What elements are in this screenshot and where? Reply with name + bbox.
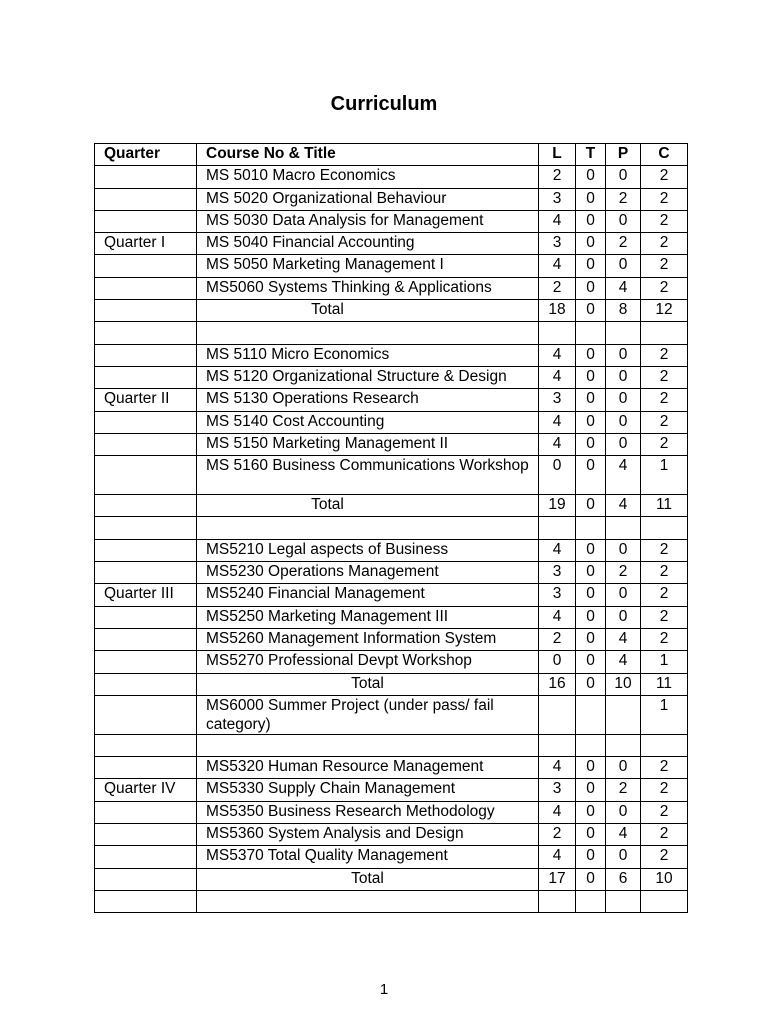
p-cell: 4 bbox=[606, 651, 641, 673]
t-cell: 0 bbox=[576, 779, 606, 801]
t-cell: 0 bbox=[576, 495, 606, 517]
p-cell: 8 bbox=[606, 300, 641, 322]
p-cell: 0 bbox=[606, 433, 641, 455]
table-row bbox=[95, 495, 688, 517]
table-row bbox=[95, 734, 688, 756]
p-cell bbox=[606, 695, 641, 734]
p-cell: 0 bbox=[606, 757, 641, 779]
t-cell: 0 bbox=[576, 456, 606, 495]
p-cell: 0 bbox=[606, 539, 641, 561]
table-row bbox=[95, 651, 688, 673]
l-cell: 4 bbox=[539, 433, 576, 455]
p-cell: 0 bbox=[606, 389, 641, 411]
t-cell: 0 bbox=[576, 673, 606, 695]
p-cell: 0 bbox=[606, 210, 641, 232]
quarter-cell bbox=[95, 801, 197, 823]
l-cell: 2 bbox=[539, 277, 576, 299]
c-cell: 2 bbox=[641, 277, 688, 299]
c-cell: 10 bbox=[641, 868, 688, 890]
course-cell: MS 5040 Financial Accounting bbox=[197, 233, 539, 255]
t-cell bbox=[576, 890, 606, 912]
quarter-cell bbox=[95, 517, 197, 539]
l-cell: 4 bbox=[539, 344, 576, 366]
quarter-cell bbox=[95, 322, 197, 344]
header-p: P bbox=[606, 144, 641, 166]
course-cell bbox=[197, 734, 539, 756]
quarter-cell bbox=[95, 890, 197, 912]
l-cell: 18 bbox=[539, 300, 576, 322]
c-cell bbox=[641, 322, 688, 344]
l-cell: 2 bbox=[539, 166, 576, 188]
l-cell: 3 bbox=[539, 562, 576, 584]
c-cell bbox=[641, 517, 688, 539]
t-cell: 0 bbox=[576, 868, 606, 890]
header-c: C bbox=[641, 144, 688, 166]
quarter-cell bbox=[95, 824, 197, 846]
course-cell: MS5060 Systems Thinking & Applications bbox=[197, 277, 539, 299]
quarter-cell bbox=[95, 456, 197, 495]
table-row bbox=[95, 539, 688, 561]
c-cell: 2 bbox=[641, 433, 688, 455]
p-cell: 0 bbox=[606, 606, 641, 628]
l-cell: 4 bbox=[539, 411, 576, 433]
p-cell: 0 bbox=[606, 255, 641, 277]
p-cell: 0 bbox=[606, 801, 641, 823]
course-cell: MS5240 Financial Management bbox=[197, 584, 539, 606]
table-row bbox=[95, 779, 688, 801]
course-cell: MS 5150 Marketing Management II bbox=[197, 433, 539, 455]
quarter-cell bbox=[95, 539, 197, 561]
c-cell: 2 bbox=[641, 824, 688, 846]
table-row bbox=[95, 628, 688, 650]
quarter-cell bbox=[95, 210, 197, 232]
c-cell: 2 bbox=[641, 188, 688, 210]
t-cell: 0 bbox=[576, 366, 606, 388]
table-row bbox=[95, 584, 688, 606]
c-cell: 11 bbox=[641, 673, 688, 695]
table-row bbox=[95, 300, 688, 322]
t-cell: 0 bbox=[576, 628, 606, 650]
l-cell: 4 bbox=[539, 846, 576, 868]
total-label: Total bbox=[197, 300, 539, 322]
table-row bbox=[95, 801, 688, 823]
l-cell: 4 bbox=[539, 539, 576, 561]
quarter-cell: Quarter IV bbox=[95, 779, 197, 801]
c-cell: 2 bbox=[641, 233, 688, 255]
table-row bbox=[95, 757, 688, 779]
l-cell: 4 bbox=[539, 366, 576, 388]
quarter-cell: Quarter II bbox=[95, 389, 197, 411]
course-cell: MS5260 Management Information System bbox=[197, 628, 539, 650]
l-cell: 3 bbox=[539, 389, 576, 411]
course-cell: MS 5050 Marketing Management I bbox=[197, 255, 539, 277]
l-cell: 0 bbox=[539, 456, 576, 495]
course-cell: MS 5140 Cost Accounting bbox=[197, 411, 539, 433]
t-cell: 0 bbox=[576, 846, 606, 868]
t-cell: 0 bbox=[576, 539, 606, 561]
course-cell: MS5360 System Analysis and Design bbox=[197, 824, 539, 846]
t-cell: 0 bbox=[576, 344, 606, 366]
course-cell: MS5230 Operations Management bbox=[197, 562, 539, 584]
p-cell: 2 bbox=[606, 233, 641, 255]
l-cell bbox=[539, 890, 576, 912]
p-cell: 4 bbox=[606, 495, 641, 517]
course-cell: MS 5130 Operations Research bbox=[197, 389, 539, 411]
quarter-cell bbox=[95, 695, 197, 734]
table-row bbox=[95, 517, 688, 539]
table-row bbox=[95, 277, 688, 299]
t-cell: 0 bbox=[576, 824, 606, 846]
quarter-cell bbox=[95, 344, 197, 366]
table-row bbox=[95, 890, 688, 912]
l-cell bbox=[539, 322, 576, 344]
l-cell: 3 bbox=[539, 584, 576, 606]
table-row bbox=[95, 188, 688, 210]
header-l: L bbox=[539, 144, 576, 166]
table-row bbox=[95, 562, 688, 584]
course-cell: MS5250 Marketing Management III bbox=[197, 606, 539, 628]
table-row bbox=[95, 255, 688, 277]
c-cell: 2 bbox=[641, 255, 688, 277]
c-cell: 1 bbox=[641, 456, 688, 495]
p-cell: 0 bbox=[606, 584, 641, 606]
course-cell: MS5330 Supply Chain Management bbox=[197, 779, 539, 801]
l-cell: 2 bbox=[539, 628, 576, 650]
p-cell: 2 bbox=[606, 779, 641, 801]
table-row bbox=[95, 695, 688, 734]
quarter-cell bbox=[95, 411, 197, 433]
c-cell bbox=[641, 890, 688, 912]
c-cell bbox=[641, 734, 688, 756]
table-row bbox=[95, 824, 688, 846]
course-cell bbox=[197, 322, 539, 344]
l-cell: 19 bbox=[539, 495, 576, 517]
l-cell: 4 bbox=[539, 255, 576, 277]
quarter-cell bbox=[95, 366, 197, 388]
p-cell: 2 bbox=[606, 188, 641, 210]
course-cell: MS6000 Summer Project (under pass/ fail category) bbox=[197, 695, 539, 734]
t-cell: 0 bbox=[576, 606, 606, 628]
l-cell: 16 bbox=[539, 673, 576, 695]
header-quarter: Quarter bbox=[95, 144, 197, 166]
quarter-cell bbox=[95, 255, 197, 277]
course-cell: MS5320 Human Resource Management bbox=[197, 757, 539, 779]
t-cell: 0 bbox=[576, 300, 606, 322]
p-cell: 0 bbox=[606, 411, 641, 433]
curriculum-table bbox=[94, 143, 688, 913]
quarter-cell bbox=[95, 495, 197, 517]
t-cell: 0 bbox=[576, 255, 606, 277]
c-cell: 2 bbox=[641, 166, 688, 188]
p-cell bbox=[606, 517, 641, 539]
page-number: 1 bbox=[379, 981, 389, 998]
c-cell: 2 bbox=[641, 366, 688, 388]
table-row bbox=[95, 456, 688, 495]
c-cell: 2 bbox=[641, 210, 688, 232]
p-cell: 4 bbox=[606, 456, 641, 495]
table-row bbox=[95, 166, 688, 188]
c-cell: 2 bbox=[641, 344, 688, 366]
table-row bbox=[95, 411, 688, 433]
total-label: Total bbox=[197, 868, 539, 890]
l-cell: 17 bbox=[539, 868, 576, 890]
t-cell: 0 bbox=[576, 166, 606, 188]
course-cell: MS 5110 Micro Economics bbox=[197, 344, 539, 366]
quarter-cell bbox=[95, 562, 197, 584]
table-row bbox=[95, 606, 688, 628]
course-cell: MS 5160 Business Communications Workshop bbox=[197, 456, 539, 495]
p-cell: 4 bbox=[606, 824, 641, 846]
header-t: T bbox=[576, 144, 606, 166]
course-cell: MS 5010 Macro Economics bbox=[197, 166, 539, 188]
course-cell: MS5210 Legal aspects of Business bbox=[197, 539, 539, 561]
c-cell: 1 bbox=[641, 695, 688, 734]
quarter-cell bbox=[95, 846, 197, 868]
table-row bbox=[95, 344, 688, 366]
course-cell: MS 5030 Data Analysis for Management bbox=[197, 210, 539, 232]
t-cell: 0 bbox=[576, 757, 606, 779]
t-cell: 0 bbox=[576, 233, 606, 255]
table-row bbox=[95, 673, 688, 695]
quarter-cell bbox=[95, 277, 197, 299]
l-cell: 4 bbox=[539, 801, 576, 823]
table-row bbox=[95, 389, 688, 411]
t-cell: 0 bbox=[576, 651, 606, 673]
quarter-cell bbox=[95, 628, 197, 650]
p-cell: 4 bbox=[606, 628, 641, 650]
p-cell bbox=[606, 322, 641, 344]
l-cell: 0 bbox=[539, 651, 576, 673]
quarter-cell bbox=[95, 188, 197, 210]
t-cell bbox=[576, 517, 606, 539]
t-cell: 0 bbox=[576, 562, 606, 584]
quarter-cell: Quarter III bbox=[95, 584, 197, 606]
c-cell: 2 bbox=[641, 757, 688, 779]
table-row bbox=[95, 210, 688, 232]
quarter-cell: Quarter I bbox=[95, 233, 197, 255]
p-cell: 0 bbox=[606, 366, 641, 388]
course-cell: MS 5120 Organizational Structure & Design bbox=[197, 366, 539, 388]
table-row bbox=[95, 868, 688, 890]
p-cell: 0 bbox=[606, 166, 641, 188]
p-cell: 10 bbox=[606, 673, 641, 695]
c-cell: 12 bbox=[641, 300, 688, 322]
header-row bbox=[95, 144, 688, 166]
table-row bbox=[95, 233, 688, 255]
page-title: Curriculum bbox=[330, 93, 438, 115]
l-cell: 3 bbox=[539, 779, 576, 801]
quarter-cell bbox=[95, 300, 197, 322]
p-cell: 4 bbox=[606, 277, 641, 299]
t-cell: 0 bbox=[576, 584, 606, 606]
t-cell: 0 bbox=[576, 433, 606, 455]
quarter-cell bbox=[95, 868, 197, 890]
t-cell: 0 bbox=[576, 411, 606, 433]
t-cell: 0 bbox=[576, 210, 606, 232]
l-cell: 3 bbox=[539, 188, 576, 210]
t-cell bbox=[576, 695, 606, 734]
quarter-cell bbox=[95, 673, 197, 695]
c-cell: 2 bbox=[641, 779, 688, 801]
t-cell bbox=[576, 322, 606, 344]
quarter-cell bbox=[95, 166, 197, 188]
c-cell: 2 bbox=[641, 411, 688, 433]
p-cell: 6 bbox=[606, 868, 641, 890]
l-cell: 2 bbox=[539, 824, 576, 846]
course-cell: MS5270 Professional Devpt Workshop bbox=[197, 651, 539, 673]
c-cell: 2 bbox=[641, 628, 688, 650]
total-label: Total bbox=[197, 495, 539, 517]
l-cell bbox=[539, 695, 576, 734]
course-cell: MS 5020 Organizational Behaviour bbox=[197, 188, 539, 210]
p-cell bbox=[606, 890, 641, 912]
quarter-cell bbox=[95, 606, 197, 628]
p-cell: 2 bbox=[606, 562, 641, 584]
course-cell: MS5350 Business Research Methodology bbox=[197, 801, 539, 823]
c-cell: 2 bbox=[641, 584, 688, 606]
t-cell: 0 bbox=[576, 801, 606, 823]
l-cell: 3 bbox=[539, 233, 576, 255]
c-cell: 2 bbox=[641, 562, 688, 584]
c-cell: 2 bbox=[641, 389, 688, 411]
course-cell bbox=[197, 890, 539, 912]
l-cell bbox=[539, 517, 576, 539]
c-cell: 2 bbox=[641, 846, 688, 868]
quarter-cell bbox=[95, 433, 197, 455]
quarter-cell bbox=[95, 734, 197, 756]
p-cell: 0 bbox=[606, 344, 641, 366]
table-row bbox=[95, 366, 688, 388]
p-cell: 0 bbox=[606, 846, 641, 868]
t-cell: 0 bbox=[576, 389, 606, 411]
t-cell bbox=[576, 734, 606, 756]
l-cell: 4 bbox=[539, 606, 576, 628]
p-cell bbox=[606, 734, 641, 756]
course-cell: MS5370 Total Quality Management bbox=[197, 846, 539, 868]
table-row bbox=[95, 846, 688, 868]
c-cell: 2 bbox=[641, 606, 688, 628]
quarter-cell bbox=[95, 651, 197, 673]
c-cell: 2 bbox=[641, 539, 688, 561]
l-cell: 4 bbox=[539, 210, 576, 232]
t-cell: 0 bbox=[576, 277, 606, 299]
table-row bbox=[95, 322, 688, 344]
l-cell bbox=[539, 734, 576, 756]
c-cell: 11 bbox=[641, 495, 688, 517]
l-cell: 4 bbox=[539, 757, 576, 779]
header-course: Course No & Title bbox=[197, 144, 539, 166]
table-row bbox=[95, 433, 688, 455]
total-label: Total bbox=[197, 673, 539, 695]
c-cell: 1 bbox=[641, 651, 688, 673]
quarter-cell bbox=[95, 757, 197, 779]
t-cell: 0 bbox=[576, 188, 606, 210]
c-cell: 2 bbox=[641, 801, 688, 823]
course-cell bbox=[197, 517, 539, 539]
